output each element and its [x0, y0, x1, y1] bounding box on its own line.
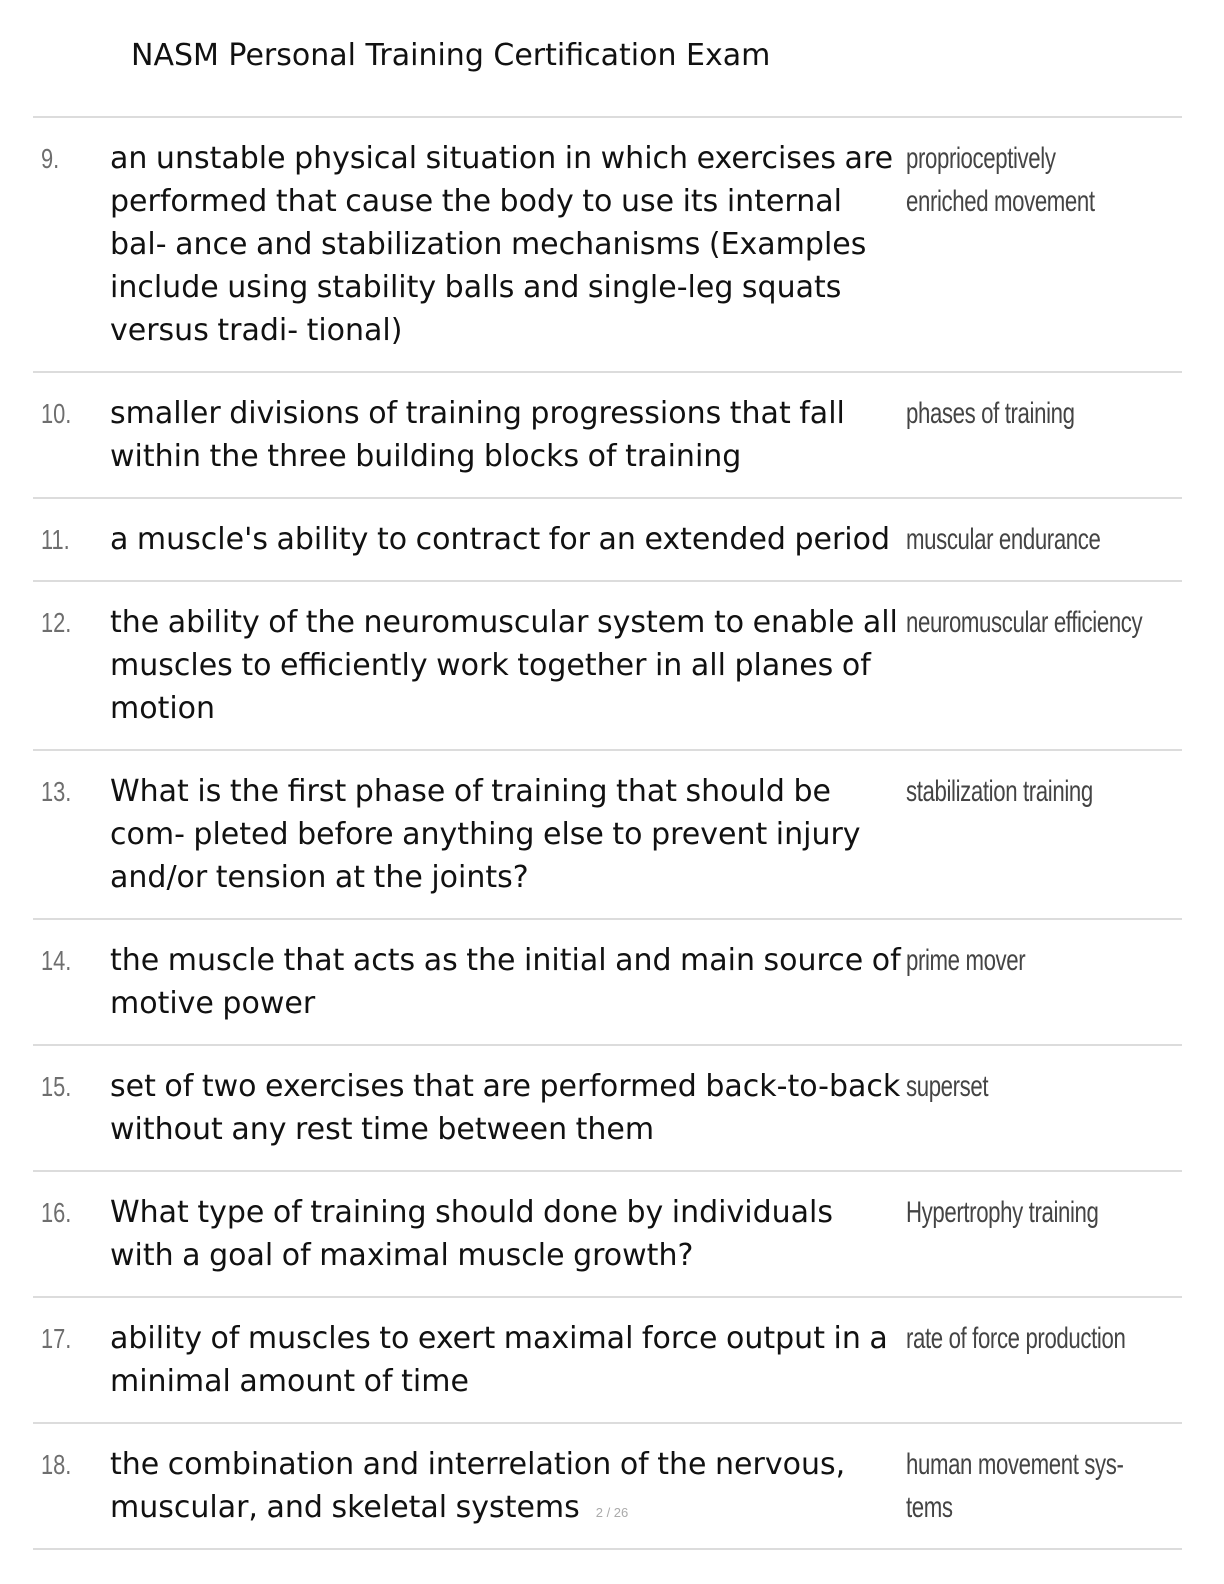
list-item	[33, 1298, 1182, 1424]
item-definition: proprioceptively enriched movement	[906, 142, 1095, 218]
item-number: 9.	[41, 143, 60, 174]
item-number: 12.	[41, 607, 72, 638]
item-number: 16.	[41, 1197, 72, 1228]
list-item	[33, 1172, 1182, 1298]
list-item	[33, 582, 1182, 751]
item-term: the ability of the neuromuscular system to enable all muscles to efficiently work together in all planes of motion	[110, 605, 898, 726]
item-number: 15.	[41, 1071, 72, 1102]
item-definition: Hypertrophy training	[906, 1196, 1099, 1229]
list-item	[33, 1424, 1182, 1550]
list-item	[33, 1046, 1182, 1172]
item-definition: human movement sys- tems	[906, 1448, 1124, 1524]
list-item	[33, 373, 1182, 499]
item-definition: prime mover	[906, 944, 1026, 977]
item-number: 13.	[41, 776, 72, 807]
item-number: 11.	[41, 524, 70, 555]
item-term: What is the first phase of training that should be com- pleted before anything else to prevent injury and/or tension at the joints?	[110, 774, 861, 895]
list-item	[33, 920, 1182, 1046]
item-term: the combination and interrelation of the nervous, muscular, and skeletal systems	[110, 1447, 846, 1525]
list-item	[33, 751, 1182, 920]
item-term: set of two exercises that are performed back-to-back without any rest time between them	[110, 1069, 901, 1147]
item-term: an unstable physical situation in which exercises are performed that cause the body to use its internal bal- ance and stabilization mechanisms (Examples include using stability balls and single-leg squats versus tradi- tional)	[110, 141, 894, 348]
item-definition: phases of training	[906, 397, 1075, 430]
item-number: 10.	[41, 398, 72, 429]
item-number: 14.	[41, 945, 72, 976]
page-number: 2 / 26	[595, 1505, 629, 1520]
item-number: 17.	[41, 1323, 72, 1354]
item-definition: neuromuscular efficiency	[906, 606, 1143, 639]
item-term: a muscle's ability to contract for an extended period	[110, 522, 891, 557]
document-title: NASM Personal Training Certification Exam	[131, 38, 771, 73]
list-item	[33, 118, 1182, 373]
list-item	[33, 499, 1182, 582]
item-definition: muscular endurance	[906, 523, 1101, 556]
item-definition: stabilization training	[906, 775, 1093, 808]
item-definition: superset	[906, 1070, 989, 1103]
item-term: the muscle that acts as the initial and main source of motive power	[110, 943, 901, 1021]
flashcard-list	[33, 116, 1182, 1550]
item-term: ability of muscles to exert maximal force output in a minimal amount of time	[110, 1321, 888, 1399]
item-definition: rate of force production	[906, 1322, 1126, 1355]
item-term: smaller divisions of training progressions that fall within the three building blocks of training	[110, 396, 845, 474]
item-number: 18.	[41, 1449, 72, 1480]
item-term: What type of training should done by individuals with a goal of maximal muscle growth?	[110, 1195, 834, 1273]
